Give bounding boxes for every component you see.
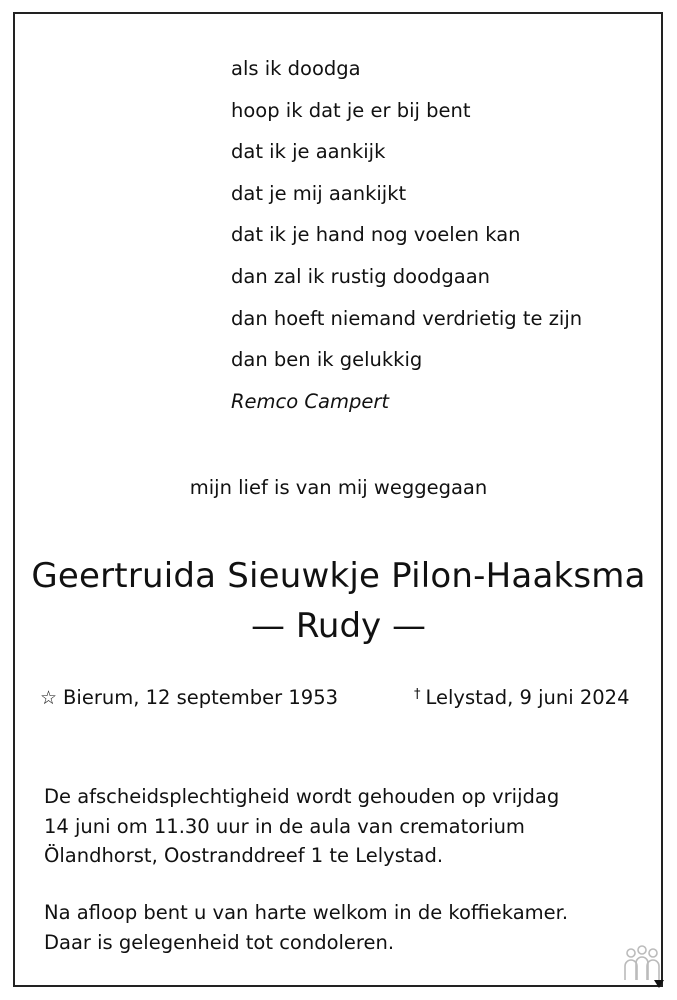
poem: [231, 48, 582, 422]
ceremony-line: Ölandhorst, Oostranddreef 1 te Lelystad.: [44, 844, 444, 867]
poem-line: dan hoeft niemand verdrietig te zijn: [231, 306, 583, 330]
reception-line: Na afloop bent u van harte welkom in de koffiekamer.: [44, 901, 569, 924]
reception-line: Daar is gelegenheid tot condoleren.: [44, 930, 395, 954]
poem-line: dan zal ik rustig doodgaan: [231, 264, 491, 288]
intro-text: mijn lief is van mij weggegaan: [189, 476, 488, 499]
poem-line: dat je mij aankijkt: [231, 181, 407, 205]
birth-info: [40, 686, 338, 709]
death-info: [414, 686, 630, 709]
reception-paragraph: [44, 898, 568, 957]
birth-text: Bierum, 12 september 1953: [63, 686, 339, 709]
ceremony-line: 14 juni om 11.30 uur in de aula van crematorium: [44, 814, 525, 838]
triangle-down-icon: [654, 980, 664, 988]
poem-line: als ik doodga: [231, 57, 361, 80]
death-text: Lelystad, 9 juni 2024: [425, 686, 630, 709]
ceremony-line: De afscheidsplechtigheid wordt gehouden op vrijdag: [44, 785, 560, 808]
cross-icon: †: [414, 687, 421, 702]
people-group-icon: [619, 944, 665, 990]
poem-author: Remco Campert: [231, 389, 389, 413]
deceased-name: Geertruida Sieuwkje Pilon-Haaksma: [31, 556, 646, 596]
deceased-nickname: — Rudy —: [251, 606, 426, 646]
star-icon: ☆: [40, 687, 58, 709]
poem-line: dat ik je aankijk: [231, 140, 386, 164]
poem-line: dat ik je hand nog voelen kan: [231, 223, 521, 247]
ceremony-paragraph: [44, 782, 559, 871]
poem-line: dan ben ik gelukkig: [231, 348, 423, 372]
poem-line: hoop ik dat je er bij bent: [231, 98, 471, 122]
